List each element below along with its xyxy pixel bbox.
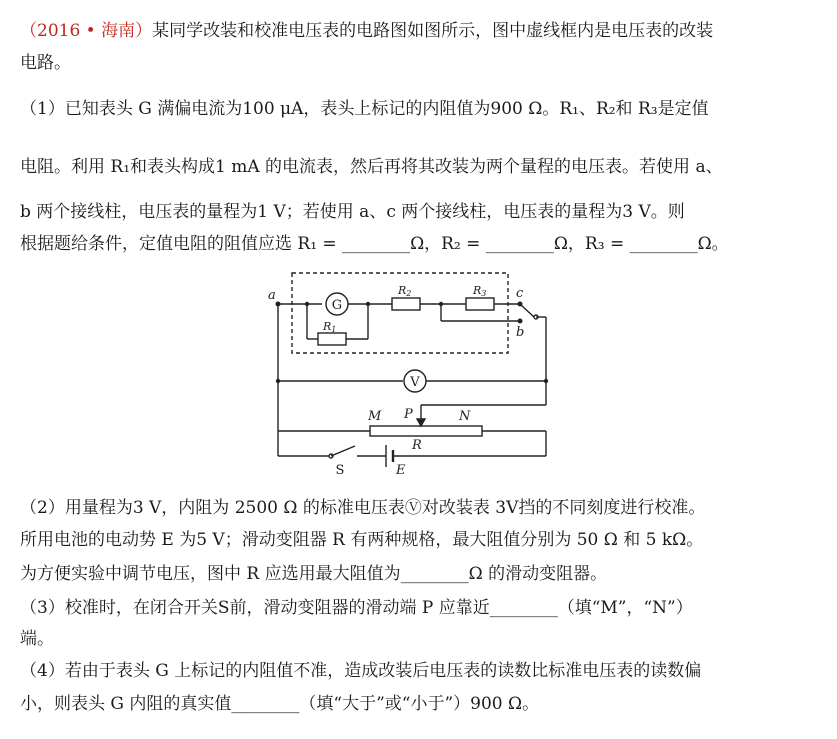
- label-v: V: [410, 375, 420, 390]
- part1-line-3: b 两个接线柱，电压表的量程为1 V；若使用 a、c 两个接线柱，电压表的量程为3 V。则: [20, 202, 685, 222]
- label-b: b: [516, 325, 525, 340]
- resistor-r1: [318, 333, 346, 345]
- label-r: R: [412, 438, 422, 453]
- label-r3: R3: [473, 284, 487, 298]
- part1-line-2: 电阻。利用 R₁和表头构成1 mA 的电流表，然后再将其改装为两个量程的电压表。若使用 a、: [20, 157, 723, 177]
- part4-line-1: （4）若由于表头 G 上标记的内阻值不准，造成改装后电压表的读数比标准电压表的读数偏: [20, 661, 702, 681]
- label-c: c: [516, 286, 524, 301]
- part3-line-1: （3）校准时，在闭合开关S前，滑动变阻器的滑动端 P 应靠近________（填“M”，“N”）: [20, 598, 693, 618]
- part1-line-1: （1）已知表头 G 满偏电流为100 μA，表头上标记的内阻值为900 Ω。R₁、R₂和 R₃是定值: [20, 99, 709, 119]
- label-a: a: [268, 288, 276, 303]
- part4-line-2: 小，则表头 G 内阻的真实值________（填“大于”或“小于”）900 Ω。: [20, 694, 540, 714]
- label-r1: R1: [323, 320, 337, 334]
- part2-line-2: 所用电池的电动势 E 为5 V；滑动变阻器 R 有两种规格，最大阻值分别为 50 Ω 和 5 kΩ。: [20, 530, 704, 550]
- label-g: G: [331, 298, 343, 313]
- label-p: P: [404, 407, 413, 422]
- part2-line-1: （2）用量程为3 V，内阻为 2500 Ω 的标准电压表Ⓥ对改装表 3V挡的不同刻度进行校准。: [20, 498, 706, 518]
- part2-line-3: 为方便实验中调节电压，图中 R 应选用最大阻值为________Ω 的滑动变阻器。: [20, 564, 608, 584]
- resistor-r3: [466, 298, 494, 310]
- question-intro-line-2: 电路。: [20, 53, 71, 73]
- label-m: M: [368, 409, 382, 424]
- part1-line-4: 根据题给条件，定值电阻的阻值应选 R₁ = ________Ω，R₂ = ________Ω，R₃ = ________Ω。: [20, 234, 729, 254]
- label-r2: R2: [398, 284, 412, 298]
- intro-text-1: 某同学改装和校准电压表的电路图如图所示，图中虚线框内是电压表的改装: [152, 21, 714, 41]
- resistor-r2: [392, 298, 420, 310]
- label-n: N: [459, 409, 471, 424]
- question-source: （2016 • 海南）: [20, 21, 153, 41]
- rheostat: [370, 426, 482, 436]
- label-s: S: [335, 463, 345, 478]
- part3-line-2: 端。: [20, 629, 54, 649]
- label-e: E: [396, 463, 406, 478]
